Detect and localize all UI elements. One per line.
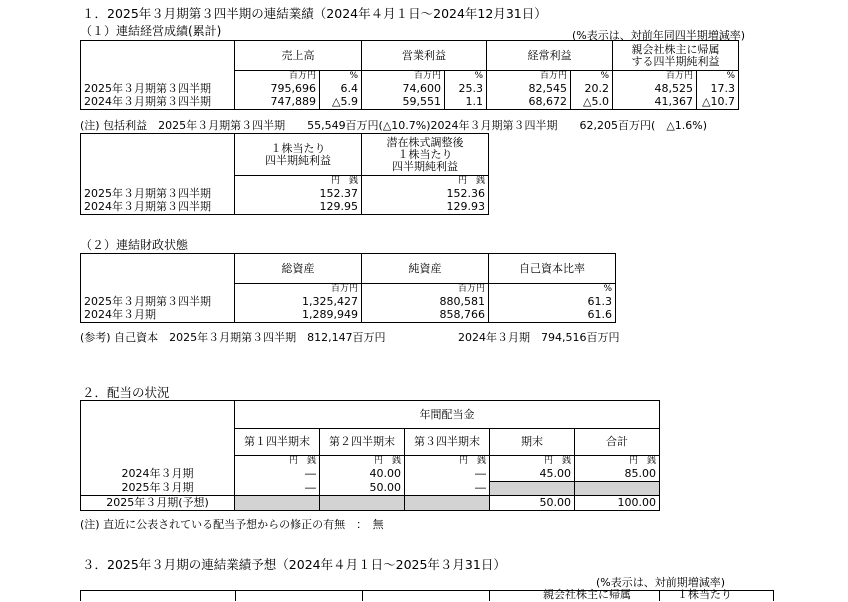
- section1-title: １．2025年３月期第３四半期の連結業績（2024年４月１日～2024年12月31日）: [82, 6, 547, 21]
- eps-table: [80, 133, 489, 215]
- unit-yen: 百万円: [362, 71, 445, 83]
- forecast-header-eps: １株当たり: [677, 588, 732, 601]
- header-total-assets: 総資産: [235, 254, 362, 284]
- header-blank: [81, 41, 235, 71]
- unit-pct: %: [697, 71, 739, 83]
- header-q1-end: 第１四半期末: [235, 429, 320, 456]
- unit-yen-sen: 円 銭: [362, 176, 489, 188]
- forecast-table-top: [80, 590, 774, 601]
- header-net-income-line2: する四半期純利益: [631, 54, 720, 68]
- dividend-revision-note: (注) 直近に公表されている配当予想からの修正の有無 ： 無: [80, 518, 384, 531]
- row-label: 2025年３月期第３四半期: [81, 82, 235, 95]
- unit-pct: %: [445, 71, 487, 83]
- header-annual-dividend: 年間配当金: [235, 401, 660, 429]
- header-eps: １株当たり 四半期純利益: [235, 134, 362, 176]
- equity-ref-note-prev: 2024年３月期 794,516百万円: [458, 331, 620, 344]
- table-row: 2024年３月期第３四半期 129.95 129.93: [81, 200, 489, 214]
- section2-title: ２．配当の状況: [82, 385, 170, 400]
- pct-note: (%表示は、対前年同四半期増減率): [572, 29, 746, 42]
- table-row: 2025年３月期第３四半期 795,696 6.4 74,600 25.3 82,545 20.2 48,525 17.3: [81, 82, 739, 95]
- forecast-pct-note: (%表示は、対前期増減率): [596, 576, 726, 589]
- comprehensive-income-note: (注) 包括利益 2025年３月期第３四半期 55,549百万円(△10.7%)2024年３月期第３四半期 62,205百万円( △1.6%): [80, 119, 708, 132]
- header-ordinary-profit: 経常利益: [487, 41, 613, 71]
- header-total: 合計: [575, 429, 660, 456]
- subsection-operating-results: （１）連結経営成績(累計): [80, 24, 222, 38]
- header-operating-profit: 営業利益: [362, 41, 487, 71]
- unit-yen: 百万円: [487, 71, 571, 83]
- unit-yen: 百万円: [613, 71, 697, 83]
- table-row: 2024年３月期第３四半期 747,889 △5.9 59,551 1.1 68,672 △5.0 41,367 △10.7: [81, 95, 739, 109]
- section3-title: ３．2025年３月期の連結業績予想（2024年４月１日～2025年３月31日）: [82, 557, 506, 572]
- table-row: 2025年３月期第３四半期 152.37 152.36: [81, 187, 489, 200]
- table-row: 2025年３月期 ― 50.00 ―: [81, 481, 660, 495]
- equity-ref-note: (参考) 自己資本 2025年３月期第３四半期 812,147百万円: [80, 331, 386, 344]
- unit-yen-sen: 円 銭: [235, 176, 362, 188]
- subsection-financial-position: （２）連結財政状態: [80, 238, 189, 252]
- financial-position-table: 総資産 純資産 自己資本比率 百万円 百万円 % 2025年３月期第３四半期 1,325,427 880,581 61.3 2024年３月期 1,289,949 858,766 61.6: [80, 253, 616, 323]
- header-q3-end: 第３四半期末: [405, 429, 490, 456]
- operating-results-table: [80, 40, 739, 110]
- header-q2-end: 第２四半期末: [320, 429, 405, 456]
- header-net-income: [613, 41, 739, 71]
- header-equity-ratio: 自己資本比率: [489, 254, 616, 284]
- dividend-table: 年間配当金 第１四半期末 第２四半期末 第３四半期末 期末 合計 円 銭 円 銭 円 銭 円 銭 円 銭 2024年３月期 ― 40.00 ― 45.00 85.00 2025年３月期 ― 50.00 ― 2025年３月期(予想) 50.00 100.00: [80, 400, 660, 511]
- header-net-income-line1: 親会社株主に帰属: [631, 42, 720, 56]
- header-diluted-eps: 潜在株式調整後 １株当たり 四半期純利益: [362, 134, 489, 176]
- forecast-header-net-income: 親会社株主に帰属: [543, 588, 631, 601]
- header-fy-end: 期末: [490, 429, 575, 456]
- table-row: 2024年３月期 1,289,949 858,766 61.6: [81, 308, 616, 322]
- header-net-assets: 純資産: [362, 254, 489, 284]
- unit-yen: 百万円: [235, 71, 320, 83]
- row-label: 2024年３月期第３四半期: [81, 95, 235, 109]
- table-row: 2025年３月期(予想) 50.00 100.00: [81, 495, 660, 510]
- unit-pct: %: [320, 71, 362, 83]
- table-row: 2025年３月期第３四半期 1,325,427 880,581 61.3: [81, 295, 616, 308]
- header-sales: 売上高: [235, 41, 362, 71]
- unit-pct: %: [571, 71, 613, 83]
- table-row: 2024年３月期 ― 40.00 ― 45.00 85.00: [81, 467, 660, 481]
